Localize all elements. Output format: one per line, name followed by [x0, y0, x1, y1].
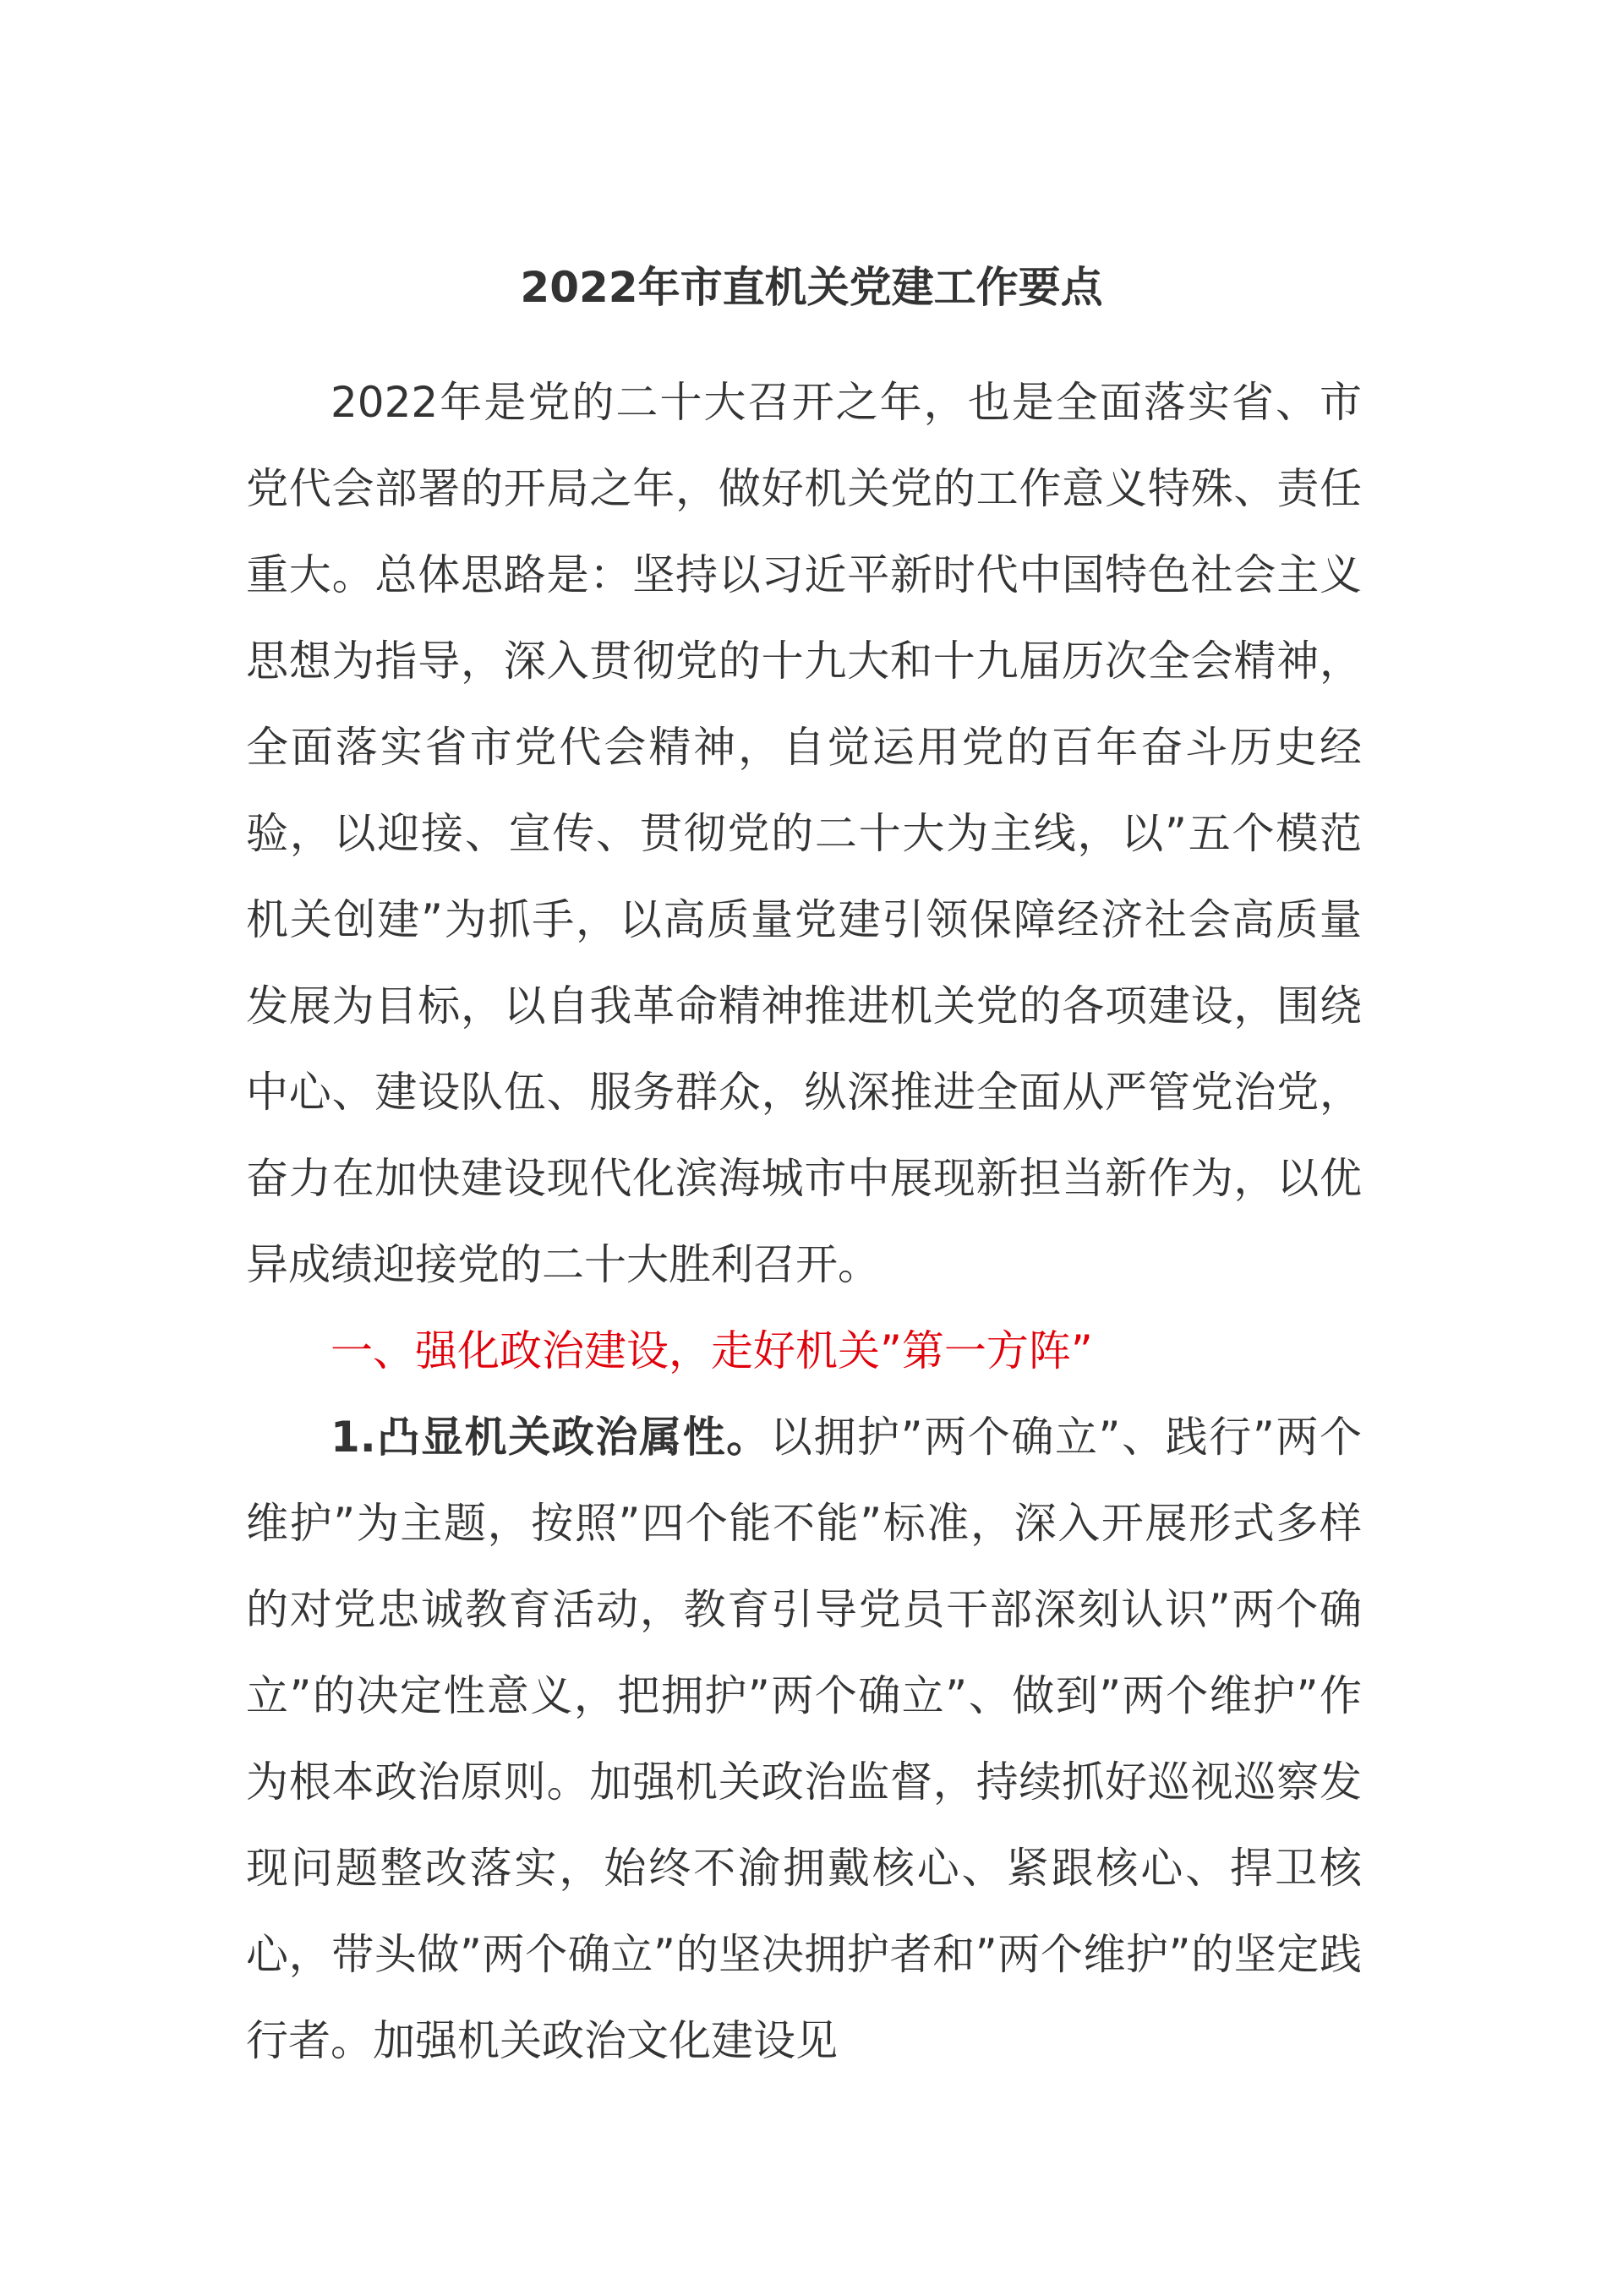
document-title: 2022年市直机关党建工作要点 — [520, 263, 1103, 312]
section-1-item-1 — [246, 1394, 1362, 2084]
document-body — [246, 359, 1362, 2084]
item-1-lead: 1.凸显机关政治属性。 — [331, 1413, 770, 1462]
item-1-text: 以拥护”两个确立”、践行”两个维护”为主题，按照”四个能不能”标准，深入开展形式多样的对党忠诚教育活动，教育引导党员干部深刻认识”两个确立”的决定性意义，把拥护”两个确立”、做到”两个维护”作为根本政治原则。加强机关政治监督，持续抓好巡视巡察发现问题整改落实，始终不渝拥戴核心、紧跟核心、捍卫核心，带头做”两个确立”的坚决拥护者和”两个维护”的坚定践行者。加强机关政治文化建设见 — [246, 1413, 1362, 2065]
section-heading-1: 一、强化政治建设，走好机关”第一方阵” — [331, 1326, 1093, 1375]
intro-paragraph: 2022年是党的二十大召开之年，也是全面落实省、市党代会部署的开局之年，做好机关党的工作意义特殊、责任重大。总体思路是：坚持以习近平新时代中国特色社会主义思想为指导，深入贯彻党的十九大和十九届历次全会精神，全面落实省市党代会精神，自觉运用党的百年奋斗历史经验，以迎接、宣传、贯彻党的二十大为主线，以”五个模范机关创建”为抓手，以高质量党建引领保障经济社会高质量发展为目标，以自我革命精神推进机关党的各项建设，围绕中心、建设队伍、服务群众，纵深推进全面从严管党治党，奋力在加快建设现代化滨海城市中展现新担当新作为，以优异成绩迎接党的二十大胜利召开。 — [246, 378, 1362, 1289]
